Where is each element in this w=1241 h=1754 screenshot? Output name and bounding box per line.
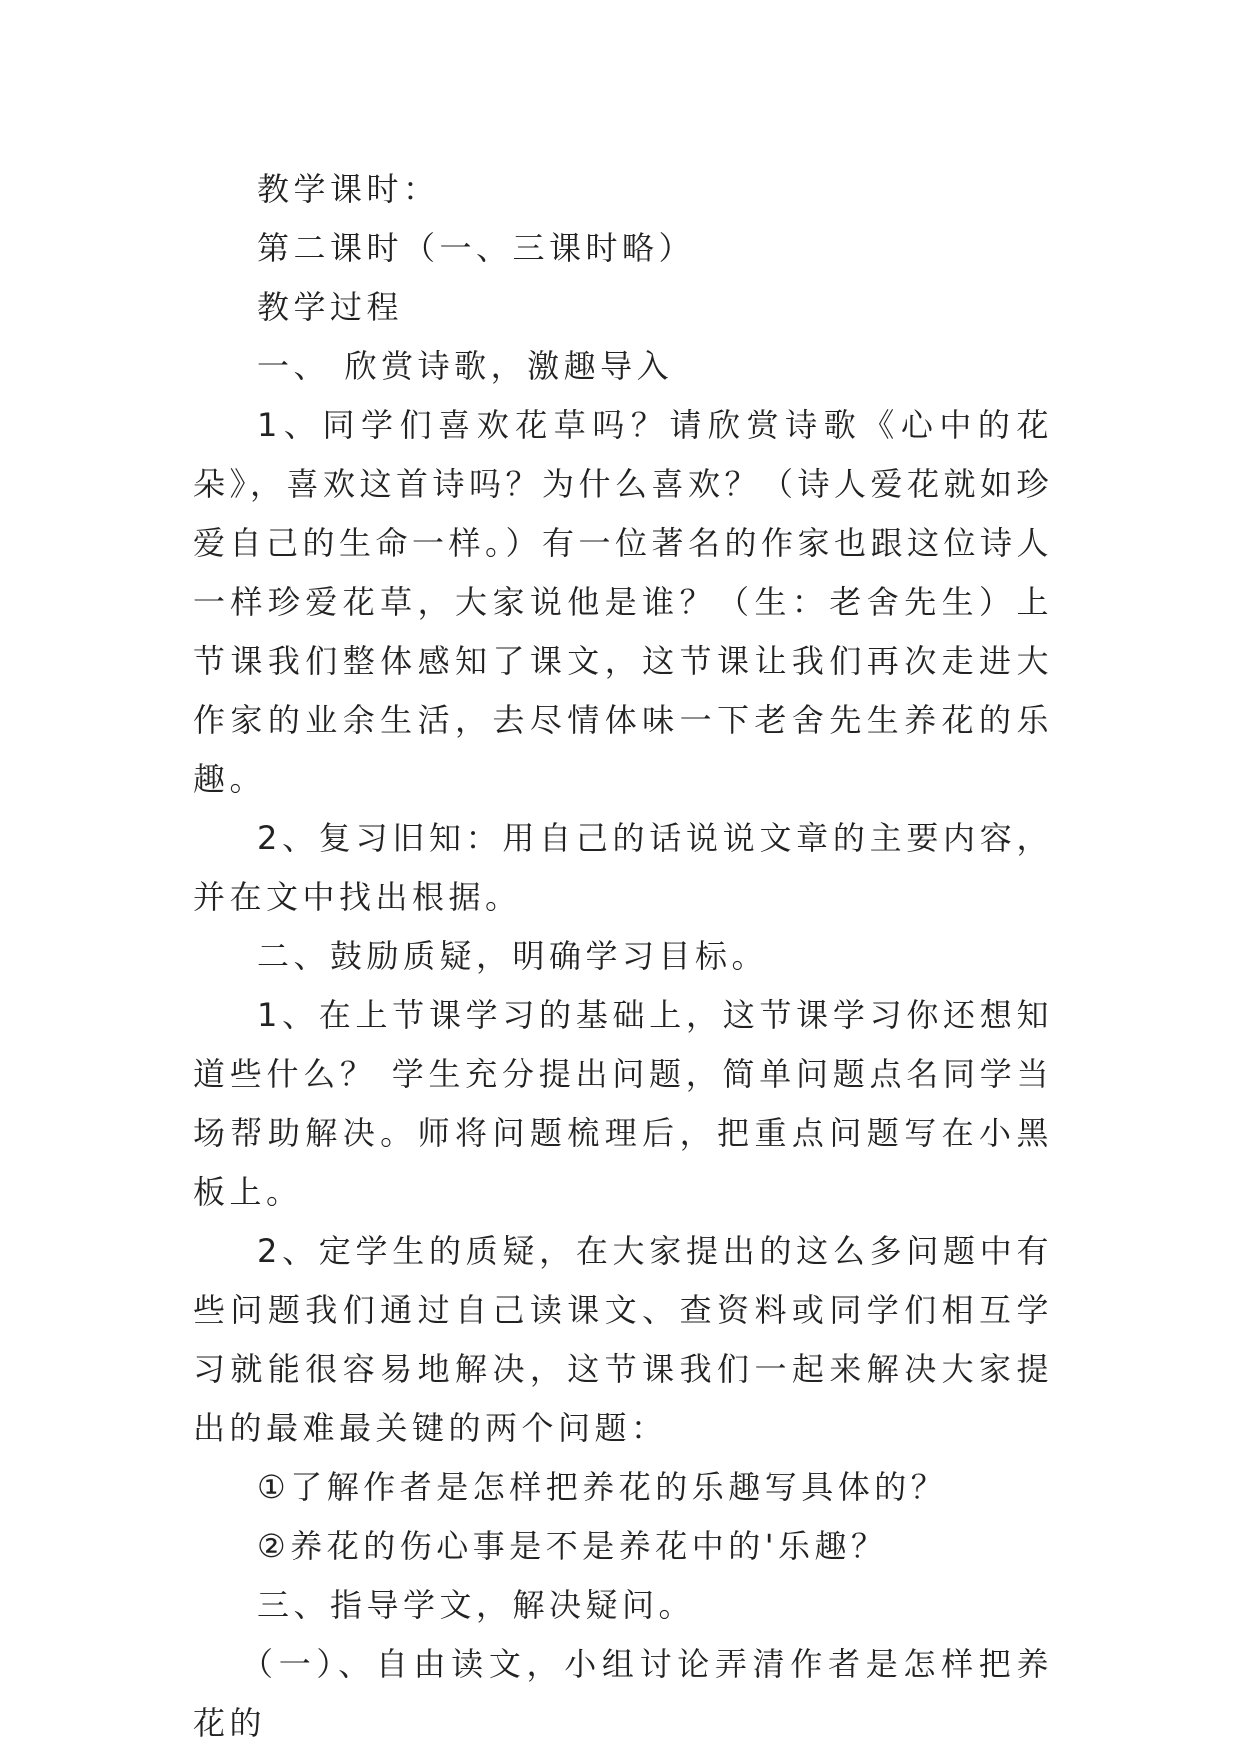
- section-three-heading: 三、指导学文，解决疑问。: [257, 1586, 696, 1624]
- section-one-item-1: 1、同学们喜欢花草吗？请欣赏诗歌《心中的花朵》，喜欢这首诗吗？为什么喜欢？（诗人爱花就如珍爱自己的生命一样。）有一位著名的作家也跟这位诗人一样珍爱花草，大家说他是谁？（生：老舍先生）上节课我们整体感知了课文，这节课让我们再次走进大作家的业余生活，去尽情体味一下老舍先生养花的乐趣。: [193, 406, 1054, 798]
- question-1: ①了解作者是怎样把养花的乐趣写具体的？: [257, 1468, 948, 1506]
- question-2: ②养花的伤心事是不是养花中的'乐趣？: [257, 1527, 888, 1565]
- section-three-subitem-1: （一）、自由读文，小组讨论弄清作者是怎样把养花的: [193, 1645, 1053, 1742]
- section-two-item-2: 2、定学生的质疑，在大家提出的这么多问题中有些问题我们通过自己读课文、查资料或同学们相互学习就能很容易地解决，这节课我们一起来解决大家提出的最难最关键的两个问题：: [193, 1232, 1053, 1447]
- document-body: [193, 160, 1053, 1753]
- lesson-period: 第二课时（一、三课时略）: [257, 229, 696, 267]
- teaching-process-heading: 教学过程: [257, 288, 404, 326]
- lesson-time-heading: 教学课时：: [257, 170, 440, 208]
- section-two-item-1: 1、在上节课学习的基础上，这节课学习你还想知道些什么？ 学生充分提出问题，简单问题点名同学当场帮助解决。师将问题梳理后，把重点问题写在小黑板上。: [193, 996, 1053, 1211]
- section-one-item-2: 2、复习旧知：用自己的话说说文章的主要内容，并在文中找出根据。: [193, 819, 1053, 916]
- section-one-heading: 一、 欣赏诗歌，激趣导入: [257, 347, 674, 385]
- section-two-heading: 二、鼓励质疑，明确学习目标。: [257, 937, 769, 975]
